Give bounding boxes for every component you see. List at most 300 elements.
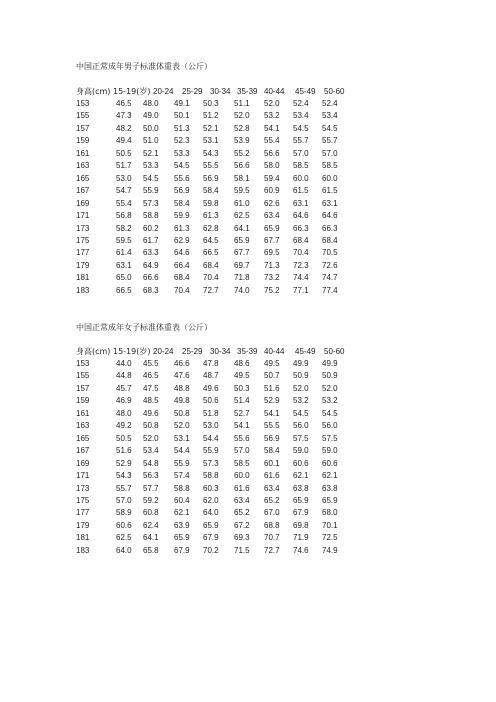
- male-table-title: 中国正常成年男子标准体重表（公斤）: [76, 62, 212, 71]
- weight-cell: 54.4: [174, 446, 190, 456]
- weight-cell: 51.8: [203, 408, 219, 418]
- weight-cell: 46.5: [143, 371, 159, 381]
- weight-cell: 70.1: [322, 520, 338, 530]
- weight-cell: 77.1: [293, 285, 309, 295]
- male-weight-table: [76, 86, 386, 295]
- weight-cell: 51.0: [143, 136, 159, 146]
- weight-cell: 66.3: [293, 223, 309, 233]
- weight-cell: 65.9: [234, 235, 250, 245]
- weight-cell: 62.4: [143, 520, 159, 530]
- weight-cell: 52.9: [116, 458, 132, 468]
- weight-cell: 63.4: [264, 483, 280, 493]
- weight-cell: 56.6: [264, 148, 280, 158]
- weight-cell: 72.6: [322, 260, 338, 270]
- weight-cell: 54.3: [116, 471, 132, 481]
- weight-cell: 63.8: [293, 483, 309, 493]
- weight-cell: 47.6: [174, 371, 190, 381]
- weight-cell: 49.8: [174, 396, 190, 406]
- header-age-group: 40-44: [264, 87, 285, 96]
- weight-cell: 72.7: [203, 285, 219, 295]
- weight-cell: 63.1: [322, 198, 338, 208]
- weight-cell: 69.3: [234, 533, 250, 543]
- weight-cell: 48.0: [143, 99, 159, 108]
- weight-cell: 53.2: [293, 396, 309, 406]
- table-row: [76, 160, 386, 172]
- weight-cell: 51.2: [203, 111, 219, 121]
- weight-cell: 47.3: [116, 111, 132, 121]
- table-row: [76, 433, 386, 445]
- table-row: [76, 532, 386, 544]
- weight-cell: 55.4: [116, 198, 132, 208]
- height-cell: 169: [76, 458, 90, 468]
- header-age-group: 35-39: [237, 347, 258, 356]
- weight-cell: 65.2: [234, 508, 250, 518]
- weight-cell: 58.9: [116, 508, 132, 518]
- header-height-and-age: 身高(cm) 15-19(岁): [76, 347, 151, 356]
- weight-cell: 55.7: [116, 483, 132, 493]
- weight-cell: 74.4: [293, 273, 309, 283]
- height-cell: 157: [76, 383, 90, 393]
- weight-cell: 60.6: [293, 458, 309, 468]
- weight-cell: 55.5: [264, 421, 280, 431]
- weight-cell: 57.0: [116, 495, 132, 505]
- weight-cell: 59.5: [234, 186, 250, 196]
- weight-cell: 53.3: [174, 148, 190, 158]
- header-age-group: 30-34: [210, 347, 231, 356]
- weight-cell: 51.4: [234, 396, 250, 406]
- weight-cell: 63.9: [174, 520, 190, 530]
- weight-cell: 58.4: [174, 198, 190, 208]
- weight-cell: 61.5: [293, 186, 309, 196]
- weight-cell: 58.1: [234, 173, 250, 183]
- weight-cell: 65.2: [264, 495, 280, 505]
- weight-cell: 48.2: [116, 123, 132, 133]
- weight-cell: 55.9: [174, 458, 190, 468]
- height-cell: 181: [76, 533, 90, 543]
- height-cell: 155: [76, 111, 90, 121]
- height-cell: 179: [76, 520, 90, 530]
- weight-cell: 58.5: [234, 458, 250, 468]
- weight-cell: 65.8: [143, 545, 159, 555]
- header-age-group: 20-24: [153, 87, 174, 96]
- weight-cell: 49.6: [143, 408, 159, 418]
- height-cell: 163: [76, 161, 90, 171]
- weight-cell: 70.5: [322, 248, 338, 258]
- weight-cell: 64.6: [174, 248, 190, 258]
- weight-cell: 67.9: [203, 533, 219, 543]
- table-row: [76, 420, 386, 432]
- weight-cell: 45.7: [116, 383, 132, 393]
- weight-cell: 53.0: [203, 421, 219, 431]
- weight-cell: 53.0: [116, 173, 132, 183]
- weight-cell: 49.5: [234, 371, 250, 381]
- weight-cell: 57.5: [322, 433, 338, 443]
- weight-cell: 56.0: [293, 421, 309, 431]
- weight-cell: 54.4: [203, 433, 219, 443]
- weight-cell: 51.3: [174, 123, 190, 133]
- height-cell: 171: [76, 471, 90, 481]
- weight-cell: 62.6: [264, 198, 280, 208]
- weight-cell: 53.1: [174, 433, 190, 443]
- weight-cell: 72.3: [293, 260, 309, 270]
- weight-cell: 62.1: [293, 471, 309, 481]
- table-row: [76, 383, 386, 395]
- weight-cell: 53.4: [322, 111, 338, 121]
- height-cell: 155: [76, 371, 90, 381]
- weight-cell: 58.5: [293, 161, 309, 171]
- female-table-title: 中国正常成年女子标准体重表（公斤）: [76, 323, 212, 332]
- header-age-group: 35-39: [237, 87, 258, 96]
- weight-cell: 50.9: [322, 371, 338, 381]
- weight-cell: 72.5: [322, 533, 338, 543]
- height-cell: 169: [76, 198, 90, 208]
- weight-cell: 47.5: [143, 383, 159, 393]
- height-cell: 171: [76, 211, 90, 221]
- weight-cell: 71.5: [234, 545, 250, 555]
- weight-cell: 59.9: [174, 211, 190, 221]
- weight-cell: 60.9: [264, 186, 280, 196]
- weight-cell: 69.5: [264, 248, 280, 258]
- weight-cell: 55.4: [264, 136, 280, 146]
- header-age-group: 50-60: [324, 87, 345, 96]
- weight-cell: 54.5: [322, 123, 338, 133]
- weight-cell: 52.1: [143, 148, 159, 158]
- weight-cell: 55.7: [293, 136, 309, 146]
- weight-cell: 62.1: [322, 471, 338, 481]
- weight-cell: 52.0: [143, 433, 159, 443]
- weight-cell: 66.5: [203, 248, 219, 258]
- height-cell: 157: [76, 123, 90, 133]
- weight-cell: 62.1: [174, 508, 190, 518]
- weight-cell: 65.9: [293, 495, 309, 505]
- weight-cell: 52.4: [293, 99, 309, 108]
- weight-cell: 60.6: [322, 458, 338, 468]
- weight-cell: 69.7: [234, 260, 250, 270]
- weight-cell: 59.8: [203, 198, 219, 208]
- weight-cell: 68.4: [322, 235, 338, 245]
- weight-cell: 55.9: [203, 446, 219, 456]
- weight-cell: 56.9: [264, 433, 280, 443]
- weight-cell: 46.6: [174, 359, 190, 368]
- weight-cell: 66.6: [143, 273, 159, 283]
- weight-cell: 68.4: [203, 260, 219, 270]
- weight-cell: 68.3: [143, 285, 159, 295]
- weight-cell: 64.6: [293, 211, 309, 221]
- weight-cell: 73.2: [264, 273, 280, 283]
- weight-cell: 50.0: [143, 123, 159, 133]
- weight-cell: 57.7: [143, 483, 159, 493]
- weight-cell: 58.8: [143, 211, 159, 221]
- weight-cell: 46.5: [116, 99, 132, 108]
- weight-cell: 63.4: [264, 211, 280, 221]
- weight-cell: 52.8: [234, 123, 250, 133]
- weight-cell: 54.1: [264, 408, 280, 418]
- header-age-group: 25-29: [182, 347, 203, 356]
- table-row: [76, 223, 386, 235]
- weight-cell: 68.0: [322, 508, 338, 518]
- height-cell: 165: [76, 173, 90, 183]
- weight-cell: 55.6: [174, 173, 190, 183]
- weight-cell: 58.2: [116, 223, 132, 233]
- weight-cell: 59.0: [293, 446, 309, 456]
- weight-cell: 50.5: [116, 433, 132, 443]
- weight-cell: 52.1: [203, 123, 219, 133]
- weight-cell: 54.5: [293, 408, 309, 418]
- weight-cell: 53.2: [322, 396, 338, 406]
- weight-cell: 52.0: [264, 99, 280, 108]
- weight-cell: 60.0: [234, 471, 250, 481]
- weight-cell: 74.7: [322, 273, 338, 283]
- weight-cell: 54.1: [234, 421, 250, 431]
- weight-cell: 56.8: [116, 211, 132, 221]
- weight-cell: 55.5: [203, 161, 219, 171]
- weight-cell: 68.8: [264, 520, 280, 530]
- height-cell: 167: [76, 446, 90, 456]
- weight-cell: 58.5: [322, 161, 338, 171]
- weight-cell: 60.3: [203, 483, 219, 493]
- weight-cell: 71.8: [234, 273, 250, 283]
- weight-cell: 65.9: [264, 223, 280, 233]
- weight-cell: 58.8: [203, 471, 219, 481]
- table-row: [76, 198, 386, 210]
- height-cell: 153: [76, 99, 90, 108]
- weight-cell: 67.9: [174, 545, 190, 555]
- weight-cell: 57.4: [174, 471, 190, 481]
- table-row: [76, 285, 386, 297]
- height-cell: 183: [76, 545, 90, 555]
- weight-cell: 49.9: [322, 359, 338, 368]
- weight-cell: 62.5: [116, 533, 132, 543]
- weight-cell: 55.6: [234, 433, 250, 443]
- weight-cell: 50.8: [174, 408, 190, 418]
- table-row: [76, 148, 386, 160]
- weight-cell: 49.4: [116, 136, 132, 146]
- weight-cell: 52.0: [293, 383, 309, 393]
- weight-cell: 56.9: [174, 186, 190, 196]
- weight-cell: 50.8: [143, 421, 159, 431]
- weight-cell: 55.2: [234, 148, 250, 158]
- table-row: [76, 260, 386, 272]
- weight-cell: 64.0: [116, 545, 132, 555]
- height-cell: 183: [76, 285, 90, 295]
- weight-cell: 47.8: [203, 359, 219, 368]
- weight-cell: 58.4: [203, 186, 219, 196]
- header-age-group: 45-49: [295, 347, 316, 356]
- weight-cell: 70.4: [203, 273, 219, 283]
- weight-cell: 48.7: [203, 371, 219, 381]
- weight-cell: 54.8: [143, 458, 159, 468]
- weight-cell: 55.9: [143, 186, 159, 196]
- weight-cell: 50.1: [174, 111, 190, 121]
- table-header-row: [76, 86, 386, 98]
- header-age-group: 40-44: [264, 347, 285, 356]
- weight-cell: 59.4: [264, 173, 280, 183]
- weight-cell: 67.9: [293, 508, 309, 518]
- weight-cell: 70.7: [264, 533, 280, 543]
- height-cell: 175: [76, 495, 90, 505]
- weight-cell: 58.0: [264, 161, 280, 171]
- height-cell: 163: [76, 421, 90, 431]
- table-row: [76, 408, 386, 420]
- weight-cell: 74.9: [322, 545, 338, 555]
- female-weight-table: [76, 346, 386, 555]
- weight-cell: 67.7: [264, 235, 280, 245]
- weight-cell: 53.2: [264, 111, 280, 121]
- weight-cell: 57.0: [293, 148, 309, 158]
- height-cell: 173: [76, 483, 90, 493]
- table-row: [76, 358, 386, 370]
- weight-cell: 51.6: [264, 383, 280, 393]
- table-row: [76, 458, 386, 470]
- table-row: [76, 210, 386, 222]
- height-cell: 165: [76, 433, 90, 443]
- weight-cell: 60.8: [143, 508, 159, 518]
- weight-cell: 49.9: [293, 359, 309, 368]
- weight-cell: 77.4: [322, 285, 338, 295]
- weight-cell: 58.8: [174, 483, 190, 493]
- weight-cell: 49.1: [174, 99, 190, 108]
- weight-cell: 50.3: [203, 99, 219, 108]
- weight-cell: 53.1: [203, 136, 219, 146]
- height-cell: 159: [76, 136, 90, 146]
- weight-cell: 60.0: [322, 173, 338, 183]
- weight-cell: 64.1: [234, 223, 250, 233]
- table-row: [76, 235, 386, 247]
- weight-cell: 57.5: [293, 433, 309, 443]
- weight-cell: 60.0: [293, 173, 309, 183]
- weight-cell: 50.7: [264, 371, 280, 381]
- weight-cell: 57.0: [322, 148, 338, 158]
- header-height-and-age: 身高(cm) 15-19(岁): [76, 87, 151, 96]
- weight-cell: 63.1: [116, 260, 132, 270]
- height-cell: 175: [76, 235, 90, 245]
- weight-cell: 58.4: [264, 446, 280, 456]
- weight-cell: 52.0: [234, 111, 250, 121]
- weight-cell: 61.6: [234, 483, 250, 493]
- weight-cell: 51.1: [234, 99, 250, 108]
- weight-cell: 44.8: [116, 371, 132, 381]
- weight-cell: 65.9: [174, 533, 190, 543]
- weight-cell: 52.9: [264, 396, 280, 406]
- header-age-group: 50-60: [324, 347, 345, 356]
- weight-cell: 49.5: [264, 359, 280, 368]
- weight-cell: 59.5: [116, 235, 132, 245]
- weight-cell: 60.2: [143, 223, 159, 233]
- weight-cell: 71.3: [264, 260, 280, 270]
- height-cell: 177: [76, 248, 90, 258]
- header-age-group: 25-29: [182, 87, 203, 96]
- height-cell: 167: [76, 186, 90, 196]
- weight-cell: 52.4: [322, 99, 338, 108]
- table-row: [76, 173, 386, 185]
- weight-cell: 61.3: [203, 211, 219, 221]
- weight-cell: 48.0: [116, 408, 132, 418]
- weight-cell: 53.4: [143, 446, 159, 456]
- weight-cell: 72.7: [264, 545, 280, 555]
- weight-cell: 59.0: [322, 446, 338, 456]
- weight-cell: 52.0: [322, 383, 338, 393]
- weight-cell: 51.6: [116, 446, 132, 456]
- weight-cell: 51.7: [116, 161, 132, 171]
- height-cell: 173: [76, 223, 90, 233]
- table-row: [76, 395, 386, 407]
- weight-cell: 55.7: [322, 136, 338, 146]
- weight-cell: 48.6: [234, 359, 250, 368]
- table-row: [76, 495, 386, 507]
- weight-cell: 60.6: [116, 520, 132, 530]
- weight-cell: 49.0: [143, 111, 159, 121]
- weight-cell: 44.0: [116, 359, 132, 368]
- height-cell: 161: [76, 148, 90, 158]
- table-row: [76, 545, 386, 557]
- weight-cell: 68.4: [293, 235, 309, 245]
- weight-cell: 54.1: [264, 123, 280, 133]
- weight-cell: 64.0: [203, 508, 219, 518]
- table-row: [76, 98, 386, 110]
- weight-cell: 54.5: [143, 173, 159, 183]
- weight-cell: 50.3: [234, 383, 250, 393]
- weight-cell: 56.6: [234, 161, 250, 171]
- weight-cell: 54.5: [322, 408, 338, 418]
- weight-cell: 63.8: [322, 483, 338, 493]
- weight-cell: 63.4: [234, 495, 250, 505]
- weight-cell: 56.3: [143, 471, 159, 481]
- height-cell: 181: [76, 273, 90, 283]
- weight-cell: 64.1: [143, 533, 159, 543]
- weight-cell: 60.1: [264, 458, 280, 468]
- weight-cell: 52.0: [174, 421, 190, 431]
- weight-cell: 61.0: [234, 198, 250, 208]
- weight-cell: 54.3: [203, 148, 219, 158]
- header-age-group: 45-49: [295, 87, 316, 96]
- table-row: [76, 370, 386, 382]
- weight-cell: 45.5: [143, 359, 159, 368]
- table-row: [76, 185, 386, 197]
- weight-cell: 62.0: [203, 495, 219, 505]
- table-row: [76, 445, 386, 457]
- weight-cell: 69.8: [293, 520, 309, 530]
- weight-cell: 48.5: [143, 396, 159, 406]
- weight-cell: 53.4: [293, 111, 309, 121]
- weight-cell: 56.0: [322, 421, 338, 431]
- weight-cell: 71.9: [293, 533, 309, 543]
- weight-cell: 65.0: [116, 273, 132, 283]
- header-age-group: 30-34: [210, 87, 231, 96]
- weight-cell: 62.9: [174, 235, 190, 245]
- height-cell: 153: [76, 359, 90, 368]
- weight-cell: 46.9: [116, 396, 132, 406]
- weight-cell: 66.5: [116, 285, 132, 295]
- weight-cell: 65.9: [203, 520, 219, 530]
- weight-cell: 70.4: [174, 285, 190, 295]
- weight-cell: 50.6: [203, 396, 219, 406]
- weight-cell: 67.0: [264, 508, 280, 518]
- weight-cell: 57.3: [143, 198, 159, 208]
- weight-cell: 62.8: [203, 223, 219, 233]
- weight-cell: 52.3: [174, 136, 190, 146]
- weight-cell: 52.7: [234, 408, 250, 418]
- weight-cell: 54.7: [116, 186, 132, 196]
- weight-cell: 56.9: [203, 173, 219, 183]
- weight-cell: 66.3: [322, 223, 338, 233]
- weight-cell: 70.2: [203, 545, 219, 555]
- weight-cell: 49.6: [203, 383, 219, 393]
- weight-cell: 61.7: [143, 235, 159, 245]
- weight-cell: 49.2: [116, 421, 132, 431]
- table-header-row: [76, 346, 386, 358]
- weight-cell: 64.5: [203, 235, 219, 245]
- weight-cell: 67.2: [234, 520, 250, 530]
